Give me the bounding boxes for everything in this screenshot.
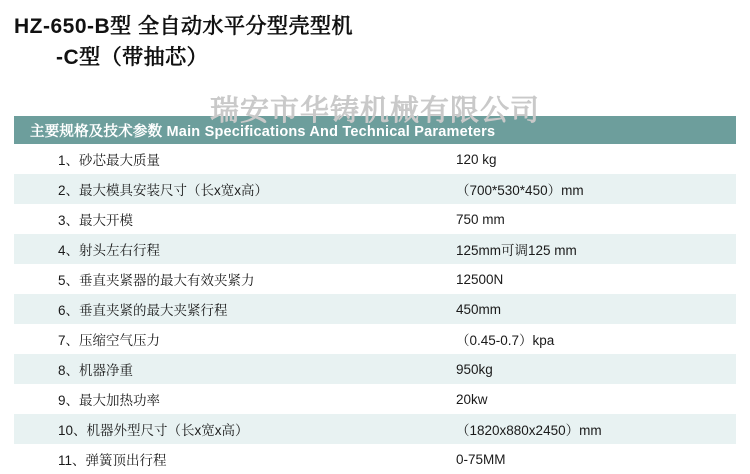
spec-label: 8、机器净重 [14,354,454,384]
table-body [14,116,736,474]
table-row [14,234,736,264]
table-row [14,414,736,444]
company-watermark: 瑞安市华铸机械有限公司 [209,95,540,127]
spec-value: 750 mm [454,204,736,234]
table-row [14,144,736,174]
table-row [14,354,736,384]
spec-value: 950kg [454,354,736,384]
spec-label: 1、砂芯最大质量 [14,144,454,174]
spec-value: 120 kg [454,144,736,174]
spec-value: 125mm可调125 mm [454,234,736,264]
spec-label: 9、最大加热功率 [14,384,454,414]
table-header-cell [14,116,736,144]
spec-label: 5、垂直夹紧器的最大有效夹紧力 [14,264,454,294]
table-row [14,204,736,234]
table-row [14,444,736,474]
specifications-table [14,116,736,474]
document-title [0,0,750,72]
title-line-primary: HZ-650-B型 全自动水平分型壳型机 [14,15,354,38]
spec-value: 20kw [454,384,736,414]
spec-label: 6、垂直夹紧的最大夹紧行程 [14,294,454,324]
spec-value: 0-75MM [454,444,736,474]
spec-label: 10、机器外型尺寸（长x宽x高） [14,414,454,444]
title-line-secondary: -C型（带抽芯） [56,46,209,70]
spec-value: 12500N [454,264,736,294]
table-header-row [14,116,736,144]
table-row [14,264,736,294]
spec-label: 4、射头左右行程 [14,234,454,264]
spec-label: 11、弹簧顶出行程 [14,444,454,474]
spec-label: 3、最大开模 [14,204,454,234]
table-row [14,384,736,414]
table-row [14,324,736,354]
table-row [14,174,736,204]
spec-label: 7、压缩空气压力 [14,324,454,354]
table-header-label: 主要规格及技术参数 Main Specifications And Technical Parameters [30,123,496,140]
table-row [14,294,736,324]
spec-label: 2、最大模具安装尺寸（长x宽x高） [14,174,454,204]
spec-value: （0.45-0.7）kpa [454,324,736,354]
spec-value: 450mm [454,294,736,324]
spec-value: （700*530*450）mm [454,174,736,204]
spec-value: （1820x880x2450）mm [454,414,736,444]
